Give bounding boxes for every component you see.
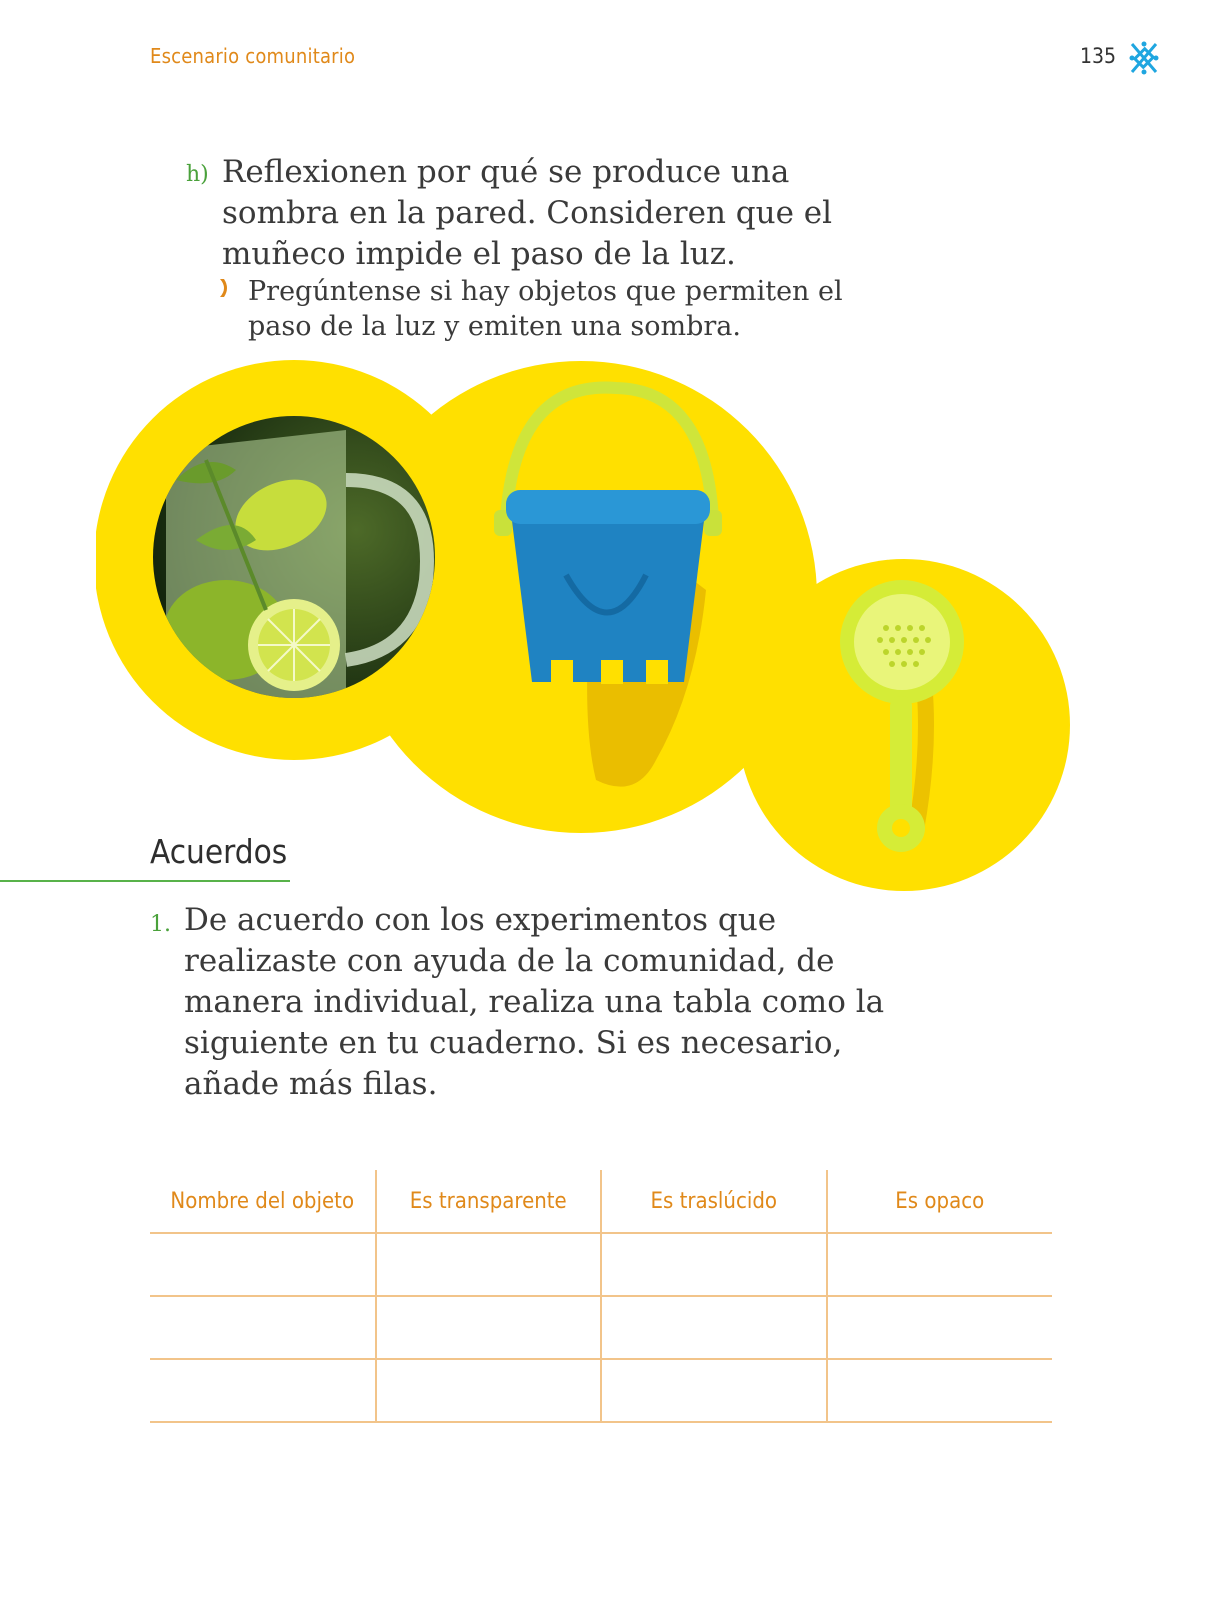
bullet-point [218,274,878,344]
column-header-transparente: Es transparente [376,1170,602,1233]
column-header-nombre: Nombre del objeto [150,1170,376,1233]
table-row [150,1296,1052,1359]
item-text: Reflexionen por qué se produce una sombra en la pared. Consideren que el muñeco impide el paso de la luz. [222,154,833,272]
table-cell [827,1233,1053,1296]
heading-underline [0,880,290,882]
chevron-right-icon [218,278,230,298]
table-cell [376,1233,602,1296]
logo-icon [1128,40,1160,76]
page-number: 135 [1080,44,1117,68]
bullet-text: Pregúntense si hay objetos que permiten el paso de la luz y emiten una sombra. [248,276,843,342]
table-cell [150,1359,376,1422]
table-header-row [150,1170,1052,1233]
table-cell [601,1296,827,1359]
table-cell [601,1359,827,1422]
table-row [150,1233,1052,1296]
table-cell [150,1233,376,1296]
table-cell [601,1233,827,1296]
table-row [150,1359,1052,1422]
column-header-traslucido: Es traslúcido [601,1170,827,1233]
item-marker: 1. [150,912,171,937]
table-cell [827,1296,1053,1359]
instruction-1 [150,900,910,1105]
objects-table [150,1170,1052,1423]
table-cell [827,1359,1053,1422]
section-title: Escenario comunitario [150,44,356,68]
table-cell [376,1296,602,1359]
column-header-opaco: Es opaco [827,1170,1053,1233]
photo-collage [96,360,1072,900]
question-h [186,152,906,275]
item-text: De acuerdo con los experimentos que realizaste con ayuda de la comunidad, de manera individual, realiza una tabla como la siguiente en tu cuaderno. Si es necesario, añade más filas. [184,902,885,1102]
table-cell [150,1296,376,1359]
table-cell [376,1359,602,1422]
item-marker: h) [186,162,209,187]
section-heading-acuerdos: Acuerdos [150,832,288,871]
